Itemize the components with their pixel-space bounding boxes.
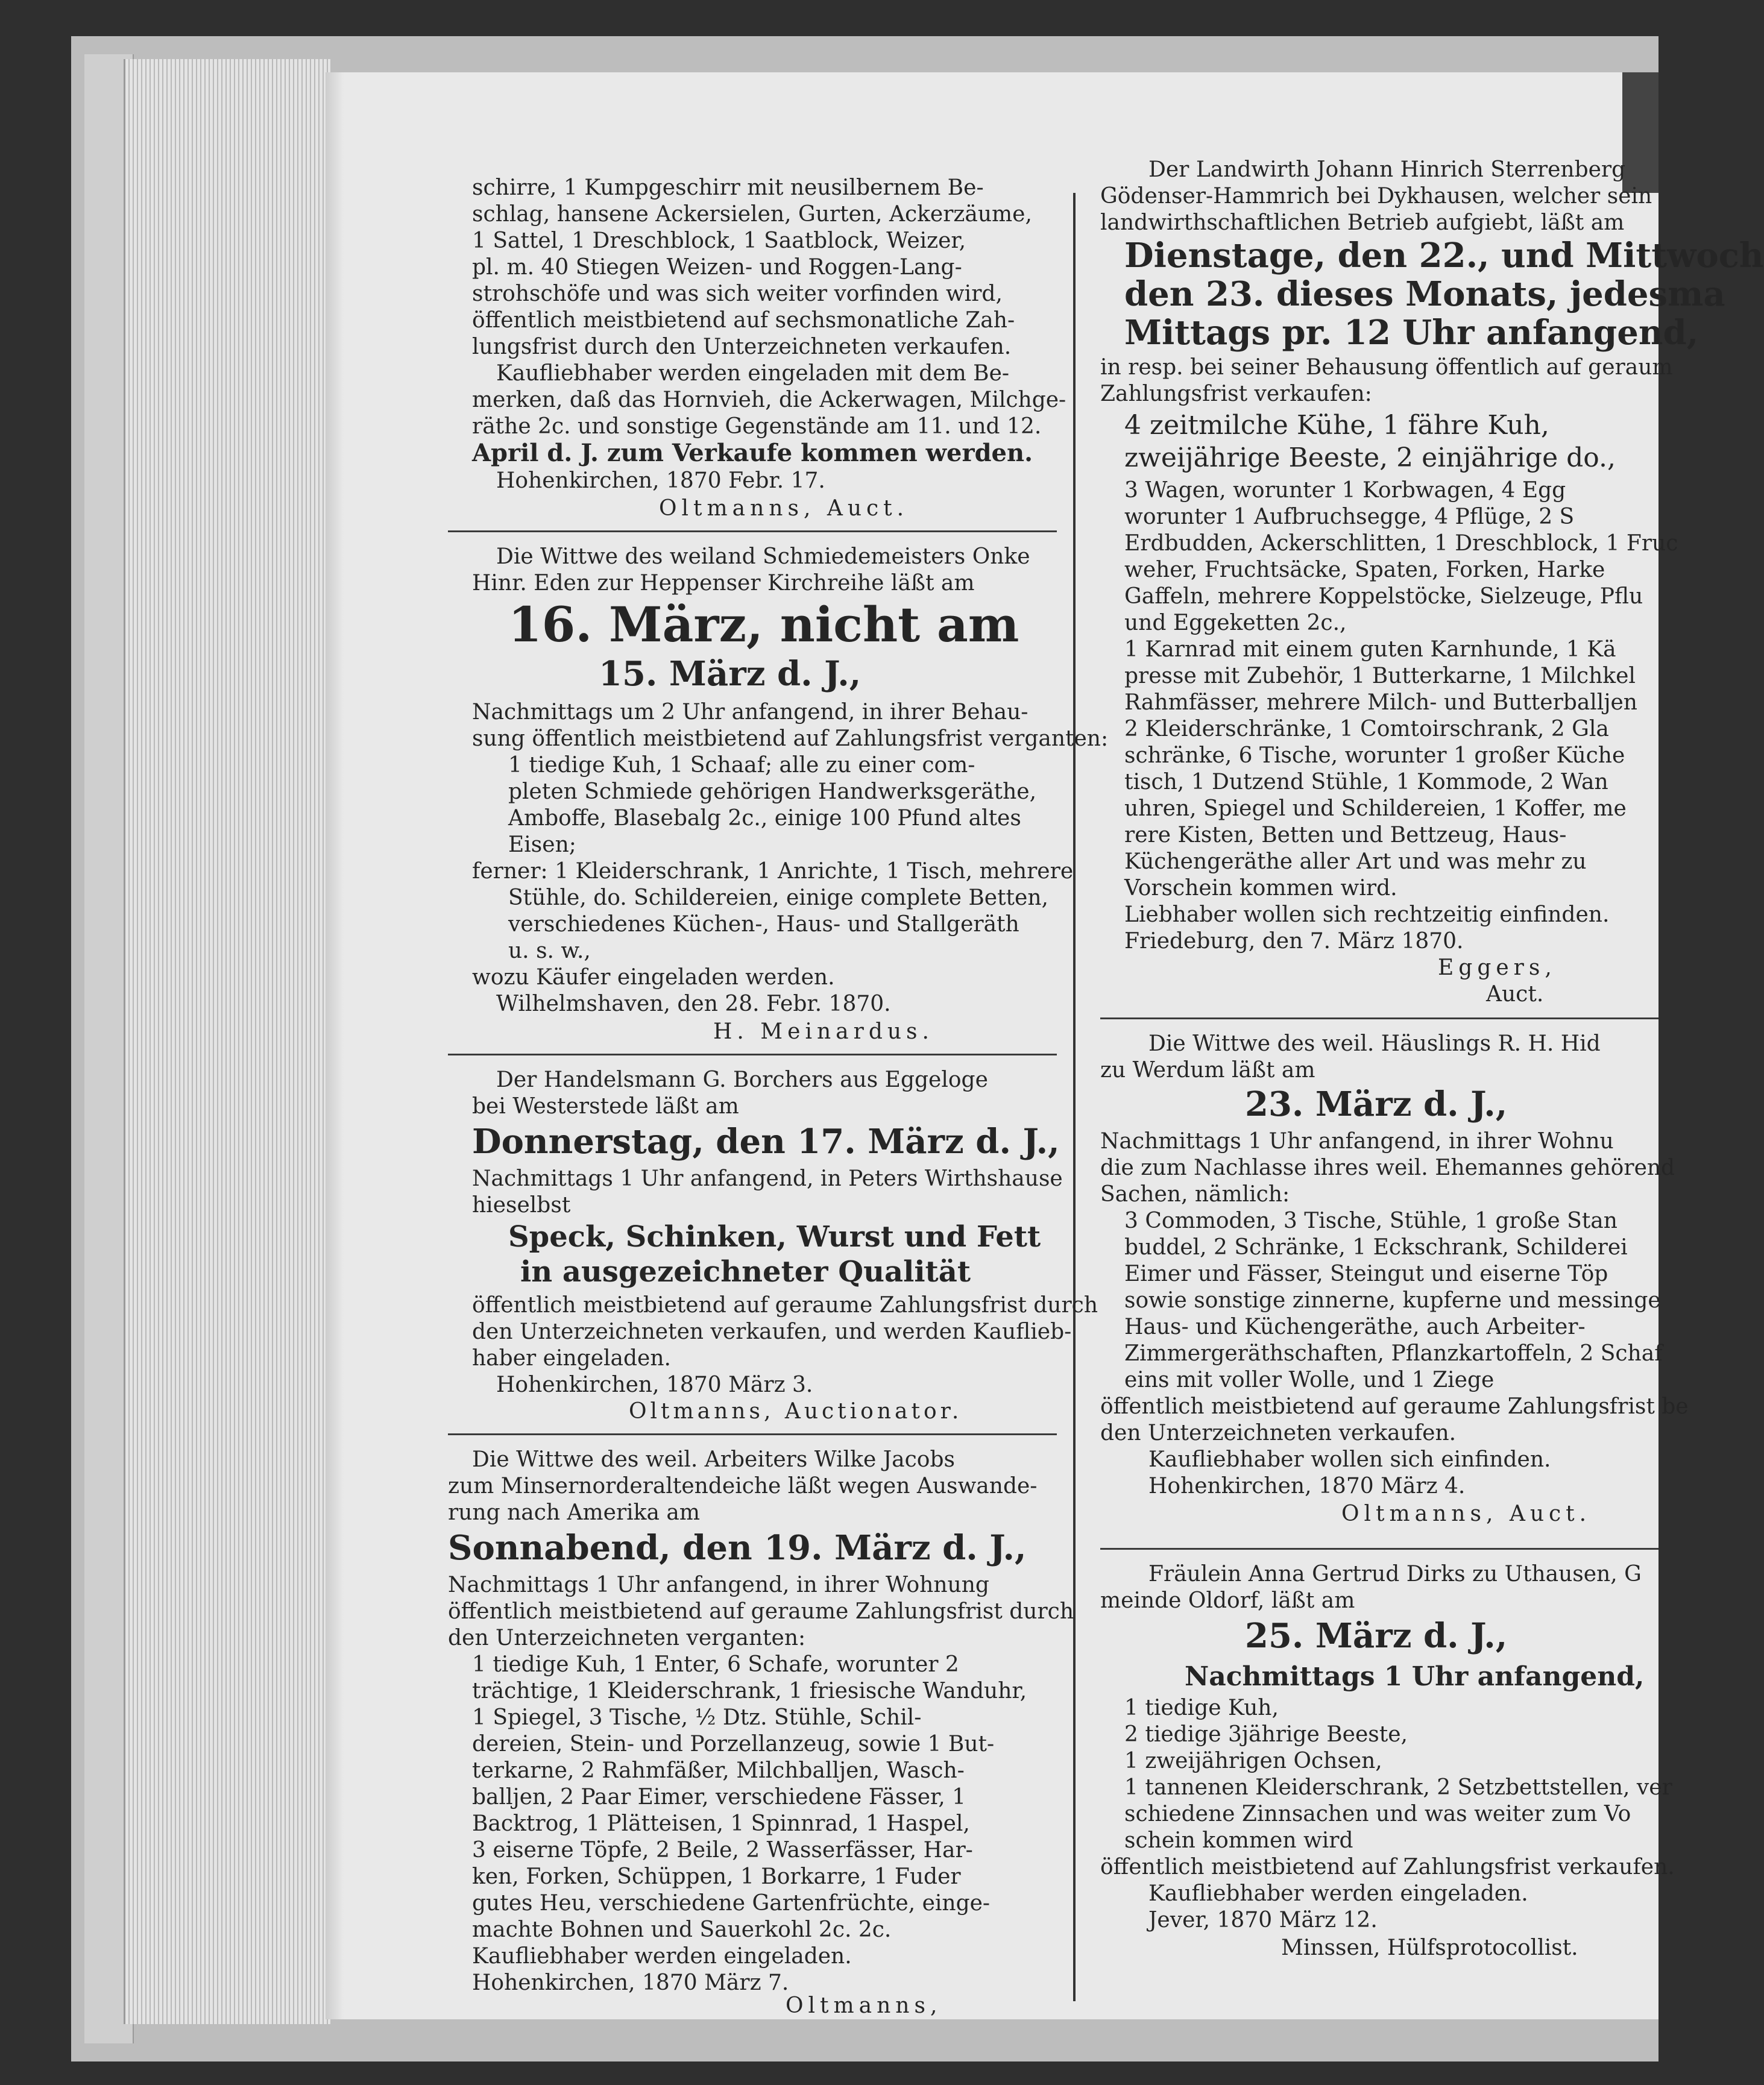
- text-line: Kaufliebhaber wollen sich einfinden.: [1148, 1447, 1551, 1472]
- text-line: Eimer und Fässer, Steingut und eiserne Töp: [1124, 1262, 1608, 1286]
- text-line: haber eingeladen.: [472, 1346, 671, 1371]
- text-line: Kaufliebhaber werden eingeladen.: [472, 1944, 852, 1969]
- text-line: öffentlich meistbietend auf geraume Zahlungsfrist be: [1100, 1394, 1689, 1419]
- signature: Eggers,: [1438, 955, 1557, 980]
- text-line: schlag, hansene Ackersielen, Gurten, Ackerzäume,: [472, 202, 1032, 227]
- notice-separator: [1100, 1548, 1658, 1550]
- text-line: pl. m. 40 Stiegen Weizen- und Roggen-Lang-: [472, 255, 962, 280]
- text-line: zu Werdum läßt am: [1100, 1058, 1315, 1083]
- text-line: Die Wittwe des weil. Häuslings R. H. Hid: [1148, 1031, 1601, 1056]
- text-line: den Unterzeichneten verganten:: [448, 1626, 806, 1650]
- text-line: räthe 2c. und sonstige Gegenstände am 11. und 12.: [472, 414, 1042, 439]
- goods-headline: in ausgezeichneter Qualität: [520, 1255, 971, 1289]
- text-line: Eisen;: [508, 832, 576, 857]
- text-line: gutes Heu, verschiedene Gartenfrüchte, einge-: [472, 1891, 991, 1916]
- text-line: Erdbudden, Ackerschlitten, 1 Dreschblock, 1 Fruc: [1124, 531, 1678, 556]
- text-line: lungsfrist durch den Unterzeichneten verkaufen.: [472, 335, 1012, 359]
- text-line: merken, daß das Hornvieh, die Ackerwagen, Milchge-: [472, 388, 1066, 412]
- text-line: hieselbst: [472, 1193, 571, 1218]
- text-line: Backtrog, 1 Plätteisen, 1 Spinnrad, 1 Haspel,: [472, 1811, 970, 1836]
- text-line: Die Wittwe des weiland Schmiedemeisters Onke: [496, 544, 1030, 569]
- text-line: Die Wittwe des weil. Arbeiters Wilke Jacobs: [472, 1447, 955, 1472]
- goods-headline: Speck, Schinken, Wurst und Fett: [508, 1220, 1041, 1254]
- text-line: Zimmergeräthschaften, Pflanzkartoffeln, 2 Schaf: [1124, 1341, 1663, 1366]
- text-line: 1 tiedige Kuh, 1 Schaaf; alle zu einer com-: [508, 753, 975, 778]
- text-line: Haus- und Küchengeräthe, auch Arbeiter-: [1124, 1315, 1586, 1339]
- text-line: balljen, 2 Paar Eimer, verschiedene Fässer, 1: [472, 1785, 966, 1810]
- text-line: landwirthschaftlichen Betrieb aufgiebt, läßt am: [1100, 210, 1625, 235]
- text-line: 1 Karnrad mit einem guten Karnhunde, 1 Kä: [1124, 637, 1616, 662]
- text-line: Gaffeln, mehrere Koppelstöcke, Sielzeuge, Pflu: [1124, 584, 1643, 609]
- text-line: den Unterzeichneten verkaufen, und werden Kauflieb-: [472, 1319, 1072, 1344]
- text-line: öffentlich meistbietend auf geraume Zahlungsfrist durch: [472, 1293, 1098, 1318]
- text-line: zum Minsernorderaltendeiche läßt wegen Auswande-: [448, 1474, 1038, 1498]
- auction-date-headline: Mittags pr. 12 Uhr anfangend,: [1124, 313, 1699, 353]
- text-line: Fräulein Anna Gertrud Dirks zu Uthausen, G: [1148, 1562, 1642, 1587]
- text-line: machte Bohnen und Sauerkohl 2c. 2c.: [472, 1917, 892, 1942]
- text-line: dereien, Stein- und Porzellanzeug, sowie 1 But-: [472, 1732, 995, 1756]
- right-column: [1100, 72, 1764, 2019]
- text-line: Vorschein kommen wird.: [1124, 876, 1397, 901]
- text-line: buddel, 2 Schränke, 1 Eckschrank, Schilderei: [1124, 1235, 1628, 1260]
- text-line: 1 zweijährigen Ochsen,: [1124, 1749, 1382, 1773]
- auction-date-subline: 15. März d. J.,: [599, 654, 862, 694]
- text-line: Kaufliebhaber werden eingeladen mit dem Be-: [496, 361, 1010, 386]
- text-line: Küchengeräthe aller Art und was mehr zu: [1124, 849, 1587, 874]
- auction-date-headline: Donnerstag, den 17. März d. J.,: [472, 1122, 1060, 1162]
- auction-date-headline: 16. März, nicht am: [508, 596, 1019, 653]
- text-line: und Eggeketten 2c.,: [1124, 611, 1347, 635]
- text-line: die zum Nachlasse ihres weil. Ehemannes gehörend: [1100, 1156, 1675, 1180]
- text-line: Zahlungsfrist verkaufen:: [1100, 382, 1372, 406]
- text-line: Der Landwirth Johann Hinrich Sterrenberg: [1148, 157, 1626, 182]
- signature-title: Auct.: [1486, 982, 1544, 1007]
- dateline: Jever, 1870 März 12.: [1148, 1908, 1378, 1932]
- text-line: rung nach Amerika am: [448, 1500, 700, 1525]
- text-line: ferner: 1 Kleiderschrank, 1 Anrichte, 1 Tisch, mehrere: [472, 859, 1074, 884]
- text-line: zweijährige Beeste, 2 einjährige do.,: [1124, 442, 1616, 473]
- text-line: worunter 1 Aufbruchsegge, 4 Pflüge, 2 S: [1124, 505, 1575, 529]
- text-line: verschiedenes Küchen-, Haus- und Stallgeräth: [508, 912, 1019, 937]
- text-line: 3 eiserne Töpfe, 2 Beile, 2 Wasserfässer, Har-: [472, 1838, 973, 1863]
- text-line: 4 zeitmilche Kühe, 1 fähre Kuh,: [1124, 410, 1549, 441]
- dateline: Wilhelmshaven, den 28. Febr. 1870.: [496, 992, 891, 1016]
- text-line: tisch, 1 Dutzend Stühle, 1 Kommode, 2 Wan: [1124, 770, 1608, 794]
- text-line: sowie sonstige zinnerne, kupferne und messinge: [1124, 1288, 1661, 1313]
- notice-separator: [448, 530, 1057, 532]
- dateline: Hohenkirchen, 1870 März 7.: [472, 1970, 789, 1995]
- page-stack-edges: [124, 59, 330, 2024]
- text-line: uhren, Spiegel und Schildereien, 1 Koffer, me: [1124, 796, 1627, 821]
- dateline: Hohenkirchen, 1870 März 3.: [496, 1373, 813, 1397]
- auction-date-headline: Dienstage, den 22., und Mittwoch: [1124, 236, 1764, 275]
- signature: Oltmanns, Auct.: [659, 496, 909, 521]
- text-line: Stühle, do. Schildereien, einige complete Betten,: [508, 885, 1048, 910]
- dateline: Hohenkirchen, 1870 März 4.: [1148, 1474, 1466, 1498]
- text-line: Nachmittags um 2 Uhr anfangend, in ihrer Behau-: [472, 700, 1028, 725]
- text-line: 1 tiedige Kuh, 1 Enter, 6 Schafe, worunter 2: [472, 1652, 959, 1677]
- text-line: strohschöfe und was sich weiter vorfinden wird,: [472, 281, 1003, 306]
- text-line: Kaufliebhaber werden eingeladen.: [1148, 1881, 1528, 1906]
- text-line: Gödenser-Hammrich bei Dykhausen, welcher sein: [1100, 184, 1652, 209]
- signature: Minssen, Hülfsprotocollist.: [1281, 1936, 1578, 1960]
- text-line: in resp. bei seiner Behausung öffentlich auf geraum: [1100, 355, 1673, 380]
- text-line: schirre, 1 Kumpgeschirr mit neusilbernem Be-: [472, 175, 984, 200]
- text-line: 1 tannenen Kleiderschrank, 2 Setzbettstellen, ver: [1124, 1775, 1672, 1800]
- text-line: terkarne, 2 Rahmfäßer, Milchballjen, Wasch-: [472, 1758, 965, 1783]
- notice-separator: [448, 1054, 1057, 1055]
- text-line: sung öffentlich meistbietend auf Zahlungsfrist verganten:: [472, 726, 1109, 751]
- text-line: 2 Kleiderschränke, 1 Comtoirschrank, 2 Gla: [1124, 717, 1609, 741]
- text-line: Nachmittags 1 Uhr anfangend, in Peters Wirthshause: [472, 1166, 1063, 1191]
- text-line: rere Kisten, Betten und Bettzeug, Haus-: [1124, 823, 1567, 848]
- text-line: Hinr. Eden zur Heppenser Kirchreihe läßt am: [472, 571, 975, 596]
- text-line: Nachmittags 1 Uhr anfangend, in ihrer Wohnu: [1100, 1129, 1614, 1154]
- text-line: schränke, 6 Tische, worunter 1 großer Küche: [1124, 743, 1625, 768]
- text-line: schein kommen wird: [1124, 1828, 1353, 1853]
- text-line: schiedene Zinnsachen und was weiter zum Vo: [1124, 1802, 1631, 1826]
- auction-date-headline: den 23. dieses Monats, jedesma: [1124, 274, 1725, 314]
- text-line: weher, Fruchtsäcke, Spaten, Forken, Harke: [1124, 558, 1605, 582]
- text-line: Rahmfässer, mehrere Milch- und Butterballjen: [1124, 690, 1637, 715]
- text-line: öffentlich meistbietend auf Zahlungsfrist verkaufen.: [1100, 1855, 1675, 1879]
- signature: H. Meinardus.: [713, 1019, 934, 1044]
- text-line: April d. J. zum Verkaufe kommen werden.: [472, 439, 1033, 467]
- text-line: trächtige, 1 Kleiderschrank, 1 friesische Wanduhr,: [472, 1679, 1027, 1703]
- book-page: [326, 72, 1764, 2019]
- signature: Oltmanns,: [786, 1993, 942, 2018]
- text-line: meinde Oldorf, läßt am: [1100, 1588, 1355, 1613]
- signature: Oltmanns, Auctionator.: [629, 1399, 963, 1424]
- text-line: 3 Wagen, worunter 1 Korbwagen, 4 Egg: [1124, 478, 1566, 503]
- text-line: wozu Käufer eingeladen werden.: [472, 965, 835, 990]
- text-line: 1 Sattel, 1 Dreschblock, 1 Saatblock, Weizer,: [472, 228, 966, 253]
- text-line: 1 Spiegel, 3 Tische, ½ Dtz. Stühle, Schil-: [472, 1705, 922, 1730]
- text-line: 2 tiedige 3jährige Beeste,: [1124, 1722, 1408, 1747]
- text-line: Nachmittags 1 Uhr anfangend, in ihrer Wohnung: [448, 1573, 989, 1597]
- text-line: Sachen, nämlich:: [1100, 1182, 1290, 1207]
- text-line: Amboffe, Blasebalg 2c., einige 100 Pfund altes: [508, 806, 1021, 831]
- dateline: Hohenkirchen, 1870 Febr. 17.: [496, 468, 825, 493]
- text-line: presse mit Zubehör, 1 Butterkarne, 1 Milchkel: [1124, 664, 1636, 688]
- text-line: Liebhaber wollen sich rechtzeitig einfinden.: [1124, 902, 1610, 927]
- text-line: den Unterzeichneten verkaufen.: [1100, 1421, 1457, 1445]
- text-line: öffentlich meistbietend auf sechsmonatliche Zah-: [472, 308, 1015, 333]
- notice-separator: [1100, 1017, 1658, 1019]
- dateline: Friedeburg, den 7. März 1870.: [1124, 929, 1464, 954]
- text-line: 1 tiedige Kuh,: [1124, 1696, 1279, 1720]
- text-line: pleten Schmiede gehörigen Handwerksgeräthe,: [508, 779, 1037, 804]
- auction-date-headline: 25. März d. J.,: [1245, 1616, 1508, 1656]
- text-line: eins mit voller Wolle, und 1 Ziege: [1124, 1368, 1495, 1392]
- text-line: u. s. w.,: [508, 939, 591, 963]
- signature: Oltmanns, Auct.: [1341, 1502, 1592, 1526]
- text-line: ken, Forken, Schüppen, 1 Borkarre, 1 Fuder: [472, 1864, 961, 1889]
- auction-date-headline: Sonnabend, den 19. März d. J.,: [448, 1528, 1027, 1568]
- text-line: bei Westerstede läßt am: [472, 1094, 739, 1119]
- auction-time-line: Nachmittags 1 Uhr anfangend,: [1185, 1661, 1645, 1692]
- text-line: öffentlich meistbietend auf geraume Zahlungsfrist durch: [448, 1599, 1074, 1624]
- auction-date-headline: 23. März d. J.,: [1245, 1084, 1508, 1124]
- notice-separator: [448, 1433, 1057, 1435]
- text-line: 3 Commoden, 3 Tische, Stühle, 1 große Stan: [1124, 1209, 1618, 1233]
- text-line: Der Handelsmann G. Borchers aus Eggeloge: [496, 1068, 988, 1092]
